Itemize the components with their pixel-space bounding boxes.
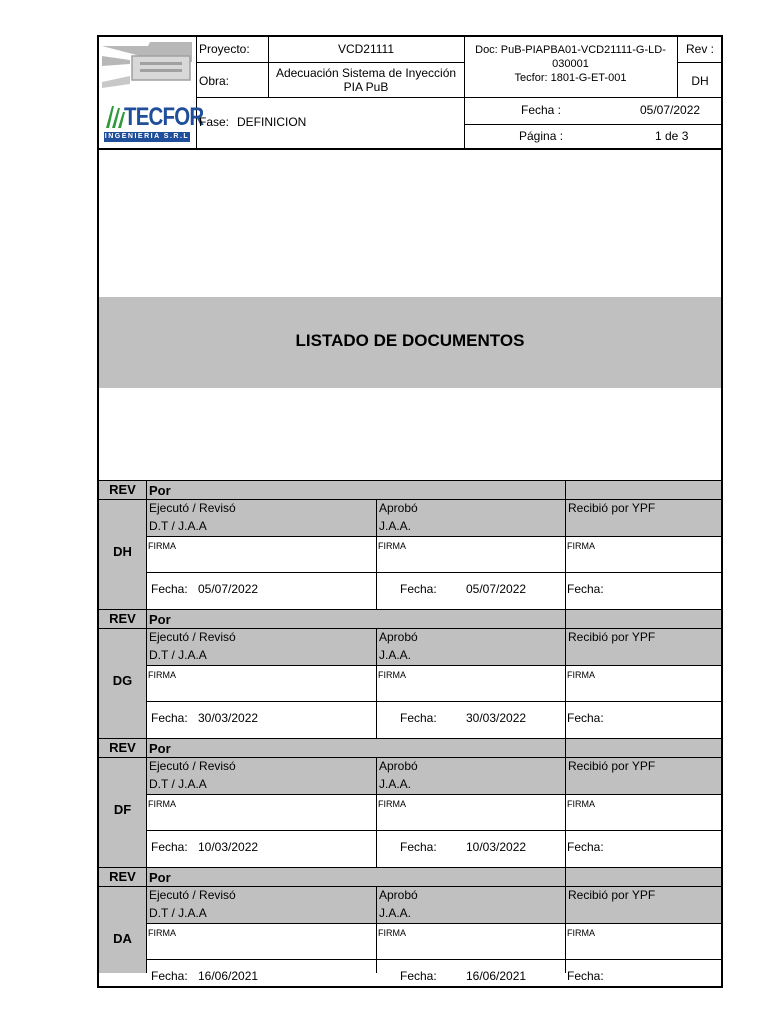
por-label: Por	[149, 483, 171, 498]
rev-code-cell	[99, 886, 146, 973]
rev-line	[99, 738, 721, 739]
recibio-label: Recibió por YPF	[568, 630, 656, 644]
firma-ejecuto: FIRMA	[148, 670, 176, 680]
rev-line	[565, 867, 566, 973]
rev-line	[146, 738, 147, 867]
fecha-aprobo-label: Fecha:	[400, 582, 437, 596]
firma-aprobo: FIRMA	[378, 928, 406, 938]
rev-value: DH	[691, 74, 709, 88]
por-label: Por	[149, 741, 171, 756]
aprobo-label: Aprobó	[379, 630, 418, 644]
rev-line	[376, 499, 377, 609]
rev-header-band	[99, 609, 721, 628]
rev-line	[146, 959, 721, 960]
ejecuto-por: D.T / J.A.A	[149, 648, 207, 662]
page-title: LISTADO DE DOCUMENTOS	[295, 331, 525, 350]
rev-line	[146, 830, 721, 831]
rev-line	[99, 480, 721, 481]
rev-line	[146, 923, 721, 924]
rev-label: Rev :	[685, 42, 714, 56]
rev-line	[146, 480, 147, 609]
doc-code-line1: Doc: PuB-PIAPBA01-VCD21111-G-LD-	[475, 44, 666, 56]
aprobo-por: J.A.A.	[379, 777, 412, 791]
rev-line	[146, 794, 721, 795]
fecha-recibio-label: Fecha:	[567, 711, 604, 725]
rev-line	[99, 499, 721, 500]
aprobo-por: J.A.A.	[379, 906, 412, 920]
ejecuto-por: D.T / J.A.A	[149, 519, 207, 533]
fecha-aprobo-label: Fecha:	[400, 969, 437, 983]
tecfor-code: Tecfor: 1801-G-ET-001	[514, 72, 627, 84]
rev-code: DF	[113, 802, 132, 817]
rev-line	[146, 665, 721, 666]
rev-line	[99, 757, 721, 758]
rev-code: DA	[113, 931, 132, 946]
ejecuto-label: Ejecutó / Revisó	[149, 759, 236, 773]
rev-label: REV	[109, 740, 136, 755]
ejecuto-label: Ejecutó / Revisó	[149, 888, 236, 902]
fecha-aprobo-value: 05/07/2022	[466, 582, 527, 596]
rev-line	[99, 628, 721, 629]
rev-header-band	[99, 480, 721, 499]
firma-recibio: FIRMA	[567, 541, 595, 551]
fecha-recibio-label: Fecha:	[567, 582, 604, 596]
rev-line	[99, 886, 721, 887]
ejecuto-label: Ejecutó / Revisó	[149, 630, 236, 644]
por-label: Por	[149, 870, 171, 885]
firma-recibio: FIRMA	[567, 928, 595, 938]
fecha-aprobo-value: 30/03/2022	[466, 711, 527, 725]
logo-brand: TECFOR	[124, 103, 204, 131]
rev-line	[376, 628, 377, 738]
obra-label: Obra:	[199, 74, 230, 88]
rev-line	[146, 609, 147, 738]
firma-ejecuto: FIRMA	[148, 928, 176, 938]
fase-value: DEFINICION	[237, 115, 307, 129]
rev-code: DH	[113, 544, 132, 559]
rev-line	[565, 609, 566, 738]
rev-header-band	[99, 867, 721, 886]
firma-aprobo: FIRMA	[378, 541, 406, 551]
rev-line	[146, 867, 147, 973]
fecha-ejecuto-value: 05/07/2022	[198, 582, 259, 596]
pagina-value: 1 de 3	[655, 129, 689, 143]
rev-line	[565, 480, 566, 609]
rev-label: REV	[109, 482, 136, 497]
firma-aprobo: FIRMA	[378, 799, 406, 809]
recibio-label: Recibió por YPF	[568, 888, 656, 902]
fecha-recibio-label: Fecha:	[567, 840, 604, 854]
fecha-ejecuto-label: Fecha:	[151, 711, 188, 725]
obra-value-line1: Adecuación Sistema de Inyección	[275, 66, 457, 80]
fecha-ejecuto-value: 30/03/2022	[198, 711, 259, 725]
firma-ejecuto: FIRMA	[148, 541, 176, 551]
rev-header-band	[99, 738, 721, 757]
fecha-aprobo-label: Fecha:	[400, 840, 437, 854]
proyecto-label: Proyecto:	[199, 42, 250, 56]
por-label: Por	[149, 612, 171, 627]
doc-code-line2: 030001	[552, 58, 589, 70]
fecha-ejecuto-label: Fecha:	[151, 582, 188, 596]
recibio-label: Recibió por YPF	[568, 759, 656, 773]
firma-ejecuto: FIRMA	[148, 799, 176, 809]
rev-line	[376, 886, 377, 973]
rev-label: REV	[109, 611, 136, 626]
rev-line	[376, 757, 377, 867]
rev-line	[565, 738, 566, 867]
fecha-ejecuto-value: 16/06/2021	[198, 969, 259, 983]
ejecuto-por: D.T / J.A.A	[149, 777, 207, 791]
fecha-aprobo-value: 16/06/2021	[466, 969, 527, 983]
aprobo-label: Aprobó	[379, 888, 418, 902]
rev-line	[146, 572, 721, 573]
fecha-recibio-label: Fecha:	[567, 969, 604, 983]
fase-label: Fase:	[199, 115, 230, 129]
fecha-label: Fecha :	[521, 103, 562, 117]
aprobo-por: J.A.A.	[379, 519, 412, 533]
ejecuto-label: Ejecutó / Revisó	[149, 501, 236, 515]
aprobo-por: J.A.A.	[379, 648, 412, 662]
logo-sub: INGENIERIA S.R.L	[104, 133, 190, 140]
aprobo-label: Aprobó	[379, 759, 418, 773]
firma-recibio: FIRMA	[567, 799, 595, 809]
firma-aprobo: FIRMA	[378, 670, 406, 680]
obra-value-line2: PIA PuB	[343, 80, 389, 94]
rev-line	[146, 701, 721, 702]
proyecto-value: VCD21111	[337, 42, 395, 56]
fecha-ejecuto-label: Fecha:	[151, 969, 188, 983]
rev-line	[146, 536, 721, 537]
fecha-ejecuto-label: Fecha:	[151, 840, 188, 854]
fecha-aprobo-label: Fecha:	[400, 711, 437, 725]
rev-code: DG	[112, 673, 133, 688]
fecha-aprobo-value: 10/03/2022	[466, 840, 527, 854]
ejecuto-por: D.T / J.A.A	[149, 906, 207, 920]
rev-line	[99, 867, 721, 868]
pagina-label: Página :	[519, 129, 564, 143]
aprobo-label: Aprobó	[379, 501, 418, 515]
fecha-value: 05/07/2022	[640, 103, 701, 117]
rev-label: REV	[109, 869, 136, 884]
firma-recibio: FIRMA	[567, 670, 595, 680]
recibio-label: Recibió por YPF	[568, 501, 656, 515]
fecha-ejecuto-value: 10/03/2022	[198, 840, 259, 854]
rev-line	[99, 609, 721, 610]
